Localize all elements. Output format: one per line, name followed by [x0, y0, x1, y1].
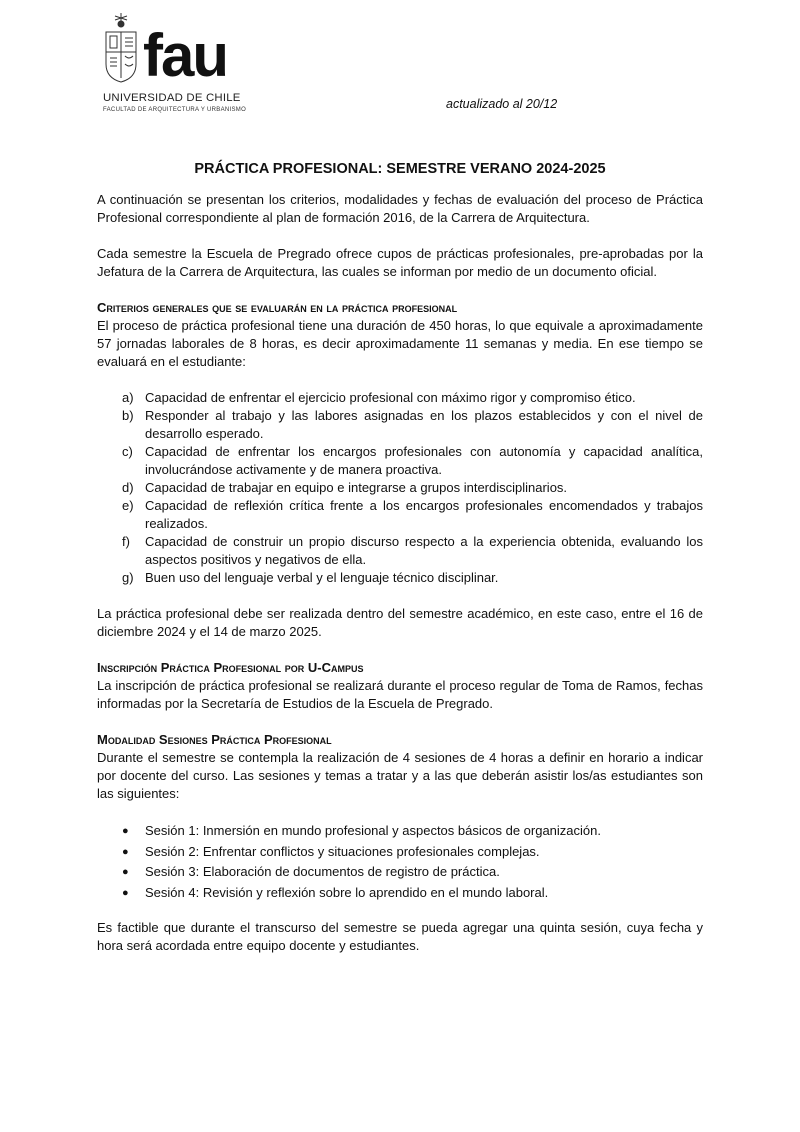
list-item [97, 497, 703, 533]
list-item [97, 842, 703, 863]
list-item [97, 479, 703, 497]
document-title: PRÁCTICA PROFESIONAL: SEMESTRE VERANO 2024-2025 [194, 161, 606, 177]
fau-logo [103, 12, 247, 113]
sessions-paragraph: Durante el semestre se contempla la realización de 4 sesiones de 4 horas a definir en horario a indicar por docente del curso. Las sesiones y temas a tratar y a las que deberán asistir los/as estudiantes son las siguientes: [97, 750, 703, 801]
list-marker: d) [122, 480, 134, 495]
inscription-heading: Inscripción Práctica Profesional por U-Campus [97, 660, 364, 675]
list-item-text: Responder al trabajo y las labores asignadas en los plazos establecidos y con el nivel de desarrollo esperado. [145, 408, 703, 441]
list-item [97, 443, 703, 479]
list-marker: e) [122, 498, 134, 513]
list-item-text: Buen uso del lenguaje verbal y el lenguaje técnico disciplinar. [145, 570, 499, 585]
list-item [97, 407, 703, 443]
intro-paragraph: Cada semestre la Escuela de Pregrado ofrece cupos de prácticas profesionales, pre-aprobadas por la Jefatura de la Carrera de Arquitectura, las cuales se informan por medio de un documento oficial. [97, 246, 703, 279]
list-item-text: Capacidad de reflexión crítica frente a los encargos profesionales encomendados y trabajos realizados. [145, 498, 703, 531]
criteria-paragraph: El proceso de práctica profesional tiene una duración de 450 horas, lo que equivale a aproximadamente 57 jornadas laborales de 8 horas, es decir aproximadamente 11 semanas y media. En ese tiempo se evaluará en el estudiante: [97, 318, 703, 369]
sessions-closing-paragraph: Es factible que durante el transcurso del semestre se pueda agregar una quinta sesión, cuya fecha y hora será acordada entre equipo docente y estudiantes. [97, 920, 703, 953]
list-item-text: Capacidad de enfrentar los encargos profesionales con autonomía y capacidad analítica, involucrándose activamente y de manera proactiva. [145, 444, 703, 477]
document-body [97, 160, 703, 973]
list-item-text: Capacidad de enfrentar el ejercicio profesional con máximo rigor y compromiso ético. [145, 390, 636, 405]
list-item [97, 533, 703, 569]
updated-date: actualizado al 20/12 [446, 97, 558, 111]
list-marker: a) [122, 390, 134, 405]
list-marker: g) [122, 570, 134, 585]
list-item [97, 862, 703, 883]
bullet-icon: ● [122, 866, 129, 878]
university-name: UNIVERSIDAD DE CHILE [103, 92, 241, 104]
list-item-text: Capacidad de trabajar en equipo e integrarse a grupos interdisciplinarios. [145, 480, 568, 495]
list-item-text: Sesión 2: Enfrentar conflictos y situaciones profesionales complejas. [145, 843, 540, 859]
sessions-heading: Modalidad Sesiones Práctica Profesional [97, 732, 332, 747]
list-item-text: Sesión 4: Revisión y reflexión sobre lo aprendido en el mundo laboral. [145, 884, 549, 900]
criteria-heading: Criterios generales que se evaluarán en la práctica profesional [97, 300, 458, 315]
criteria-closing-paragraph: La práctica profesional debe ser realizada dentro del semestre académico, en este caso, entre el 16 de diciembre 2024 y el 14 de marzo 2025. [97, 606, 703, 639]
bullet-icon: ● [122, 825, 129, 837]
list-marker: b) [122, 408, 134, 423]
list-item-text: Capacidad de construir un propio discurso respecto a la experiencia obtenida, evaluando los aspectos positivos y negativos de ella. [145, 534, 703, 567]
faculty-name: FACULTAD DE ARQUITECTURA Y URBANISMO [103, 107, 247, 113]
list-item-text: Sesión 1: Inmersión en mundo profesional y aspectos básicos de organización. [145, 823, 601, 838]
list-marker: c) [122, 444, 133, 459]
list-marker: f) [122, 534, 130, 549]
list-item [97, 389, 703, 407]
bullet-icon: ● [122, 845, 129, 858]
list-item [97, 569, 703, 587]
list-item [97, 821, 703, 842]
logo-wordmark: fau [143, 22, 227, 89]
university-crest-icon [103, 12, 139, 84]
list-item-text: Sesión 3: Elaboración de documentos de registro de práctica. [145, 864, 500, 879]
sessions-list [97, 821, 703, 903]
criteria-list [97, 389, 703, 587]
inscription-paragraph: La inscripción de práctica profesional se realizará durante el proceso regular de Toma de Ramos, fechas informadas por la Secretaría de Estudios de la Escuela de Pregrado. [97, 678, 703, 711]
bullet-icon: ● [122, 886, 129, 899]
list-item [97, 883, 703, 904]
intro-paragraph: A continuación se presentan los criterios, modalidades y fechas de evaluación del proceso de Práctica Profesional correspondiente al plan de formación 2016, de la Carrera de Arquitectura. [97, 192, 703, 225]
